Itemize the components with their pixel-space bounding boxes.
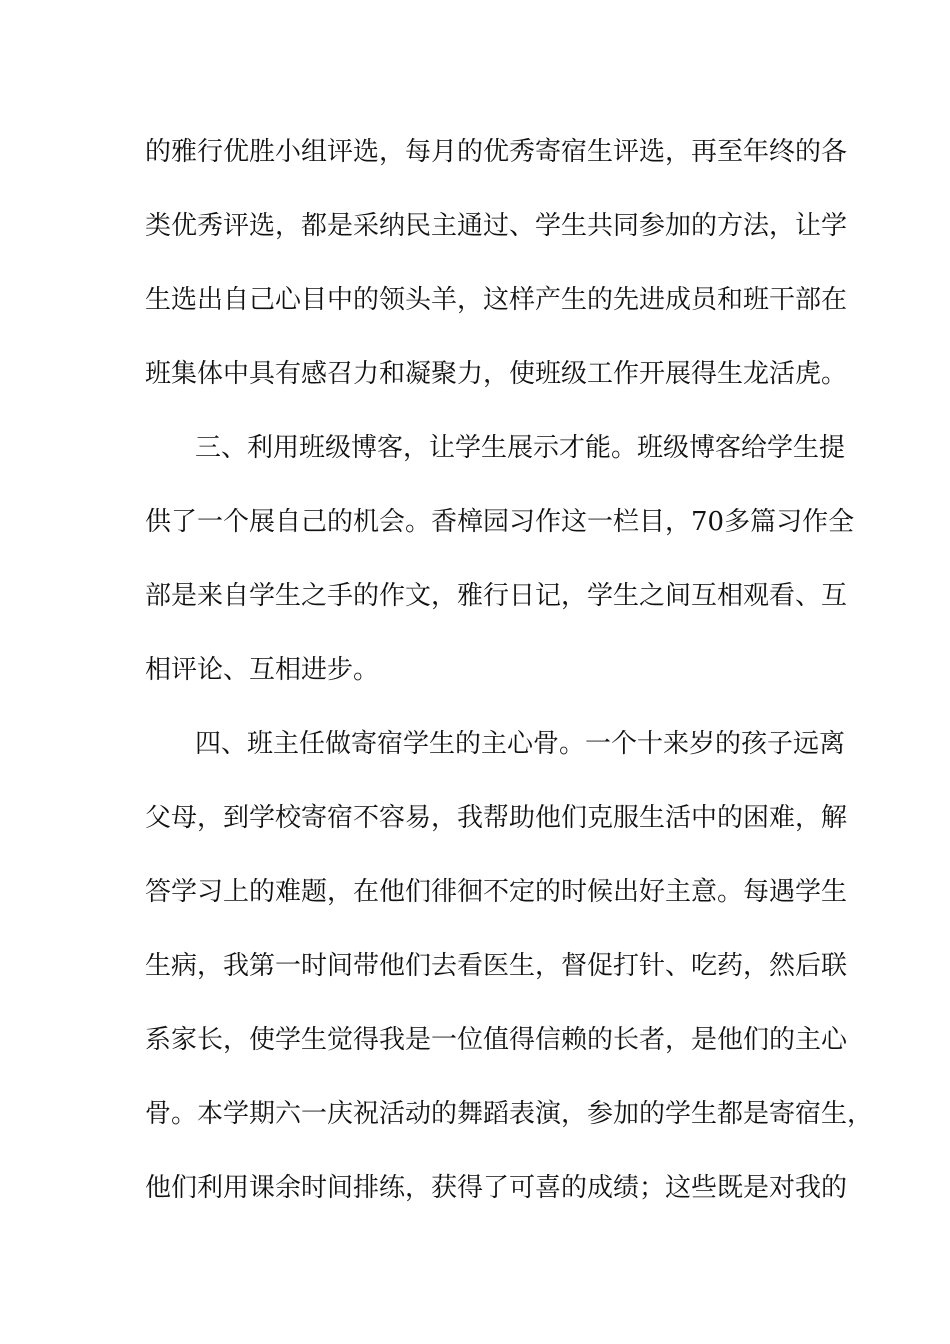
text-line: 类优秀评选，都是采纳民主通过、学生共同参加的方法，让学: [145, 211, 848, 241]
text-line: 班集体中具有感召力和凝聚力，使班级工作开展得生龙活虎。: [145, 359, 848, 389]
text-line: 部是来自学生之手的作文，雅行日记，学生之间互相观看、互: [145, 581, 848, 611]
text-line: 系家长，使学生觉得我是一位值得信赖的长者，是他们的主心: [145, 1025, 848, 1055]
paragraph-start-line: 四、班主任做寄宿学生的主心骨。一个十来岁的孩子远离: [195, 729, 846, 759]
text-line: 父母，到学校寄宿不容易，我帮助他们克服生活中的困难，解: [145, 803, 848, 833]
paragraph-start-line: 三、利用班级博客，让学生展示才能。班级博客给学生提: [195, 433, 846, 463]
text-line: 生选出自己心目中的领头羊，这样产生的先进成员和班干部在: [145, 285, 848, 315]
text-line: 相评论、互相进步。: [145, 655, 380, 685]
text-line: 骨。本学期六一庆祝活动的舞蹈表演，参加的学生都是寄宿生，: [145, 1099, 874, 1129]
text-line: 的雅行优胜小组评选，每月的优秀寄宿生评选，再至年终的各: [145, 137, 848, 167]
text-line: 他们利用课余时间排练，获得了可喜的成绩；这些既是对我的: [145, 1173, 848, 1203]
text-line: 生病，我第一时间带他们去看医生，督促打针、吃药，然后联: [145, 951, 848, 981]
text-line: 供了一个展自己的机会。香樟园习作这一栏目，70多篇习作全: [145, 507, 855, 537]
text-line: 答学习上的难题，在他们徘徊不定的时候出好主意。每遇学生: [145, 877, 848, 907]
